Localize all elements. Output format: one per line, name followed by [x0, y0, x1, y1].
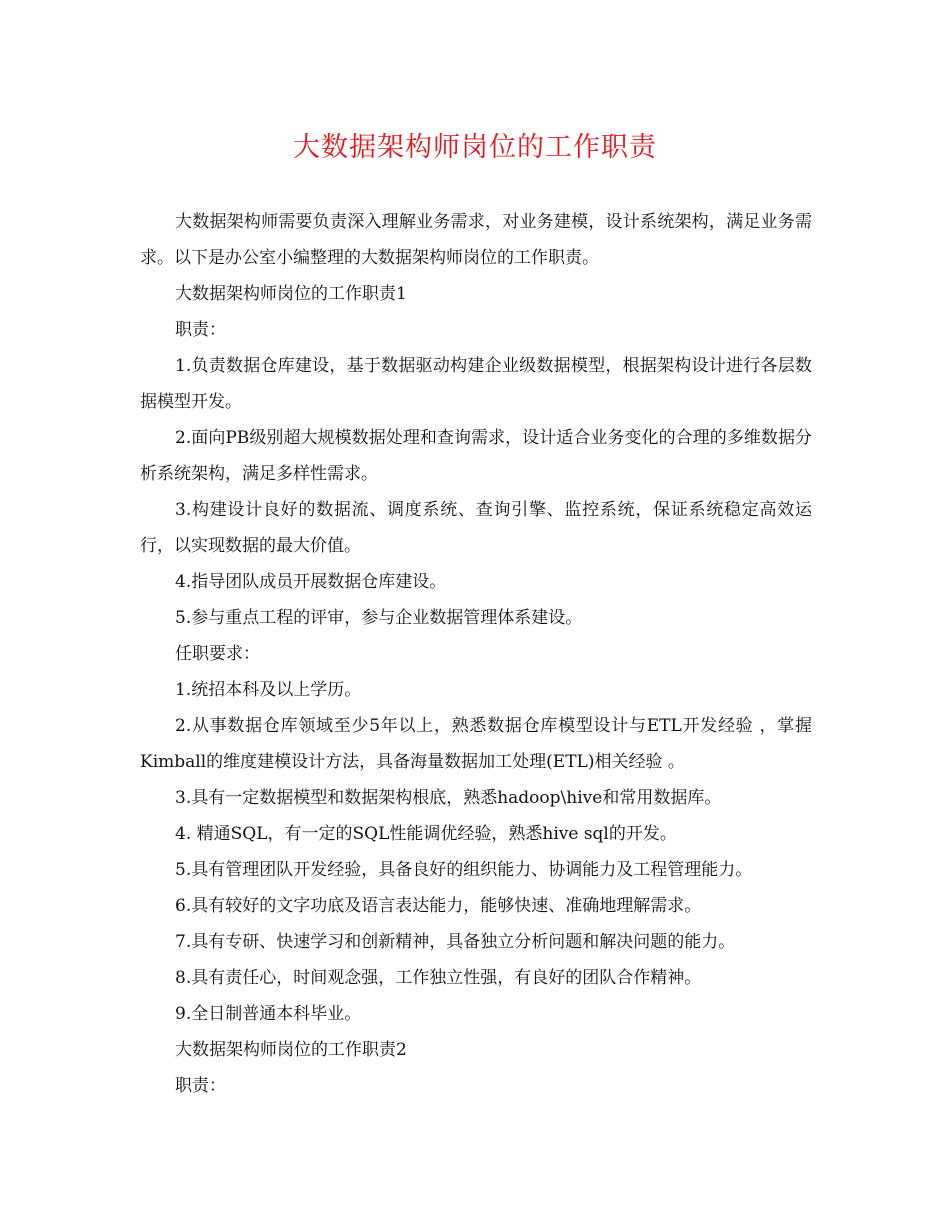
document-body: [140, 204, 812, 1104]
duty-item-3: 3.构建设计良好的数据流、调度系统、查询引擎、监控系统，保证系统稳定高效运行，以实现数据的最大价值。: [140, 500, 812, 556]
section-heading-1: 大数据架构师岗位的工作职责1: [175, 284, 407, 304]
document-title: 大数据架构师岗位的工作职责: [293, 132, 657, 163]
duties-label: 职责：: [175, 320, 226, 340]
section-heading-2: 大数据架构师岗位的工作职责2: [175, 1040, 407, 1060]
requirement-item-3: 3.具有一定数据模型和数据架构根底，熟悉hadoop\hive和常用数据库。: [175, 788, 722, 808]
duty-item-1: 1.负责数据仓库建设，基于数据驱动构建企业级数据模型，根据架构设计进行各层数据模型开发。: [140, 356, 812, 412]
duties-label-2: 职责：: [175, 1076, 226, 1096]
requirement-item-9: 9.全日制普通本科毕业。: [175, 1004, 362, 1024]
duty-item-4: 4.指导团队成员开展数据仓库建设。: [175, 572, 447, 592]
requirement-item-1: 1.统招本科及以上学历。: [175, 680, 362, 700]
requirement-item-7: 7.具有专研、快速学习和创新精神，具备独立分析问题和解决问题的能力。: [175, 932, 736, 952]
requirement-item-2: 2.从事数据仓库领域至少5年以上，熟悉数据仓库模型设计与ETL开发经验 ，掌握Kimball的维度建模设计方法，具备海量数据加工处理(ETL)相关经验 。: [140, 716, 812, 772]
requirements-label: 任职要求：: [175, 644, 260, 664]
intro-paragraph: 大数据架构师需要负责深入理解业务需求，对业务建模，设计系统架构，满足业务需求。以下是办公室小编整理的大数据架构师岗位的工作职责。: [140, 212, 812, 268]
requirement-item-8: 8.具有责任心，时间观念强，工作独立性强，有良好的团队合作精神。: [175, 968, 702, 988]
requirement-item-6: 6.具有较好的文字功底及语言表达能力，能够快速、准确地理解需求。: [175, 896, 702, 916]
duty-item-2: 2.面向PB级别超大规模数据处理和查询需求，设计适合业务变化的合理的多维数据分析系统架构，满足多样性需求。: [140, 428, 812, 484]
duty-item-5: 5.参与重点工程的评审，参与企业数据管理体系建设。: [175, 608, 583, 628]
requirement-item-4: 4. 精通SQL，有一定的SQL性能调优经验，熟悉hive sql的开发。: [175, 824, 677, 844]
requirement-item-5: 5.具有管理团队开发经验，具备良好的组织能力、协调能力及工程管理能力。: [175, 860, 753, 880]
